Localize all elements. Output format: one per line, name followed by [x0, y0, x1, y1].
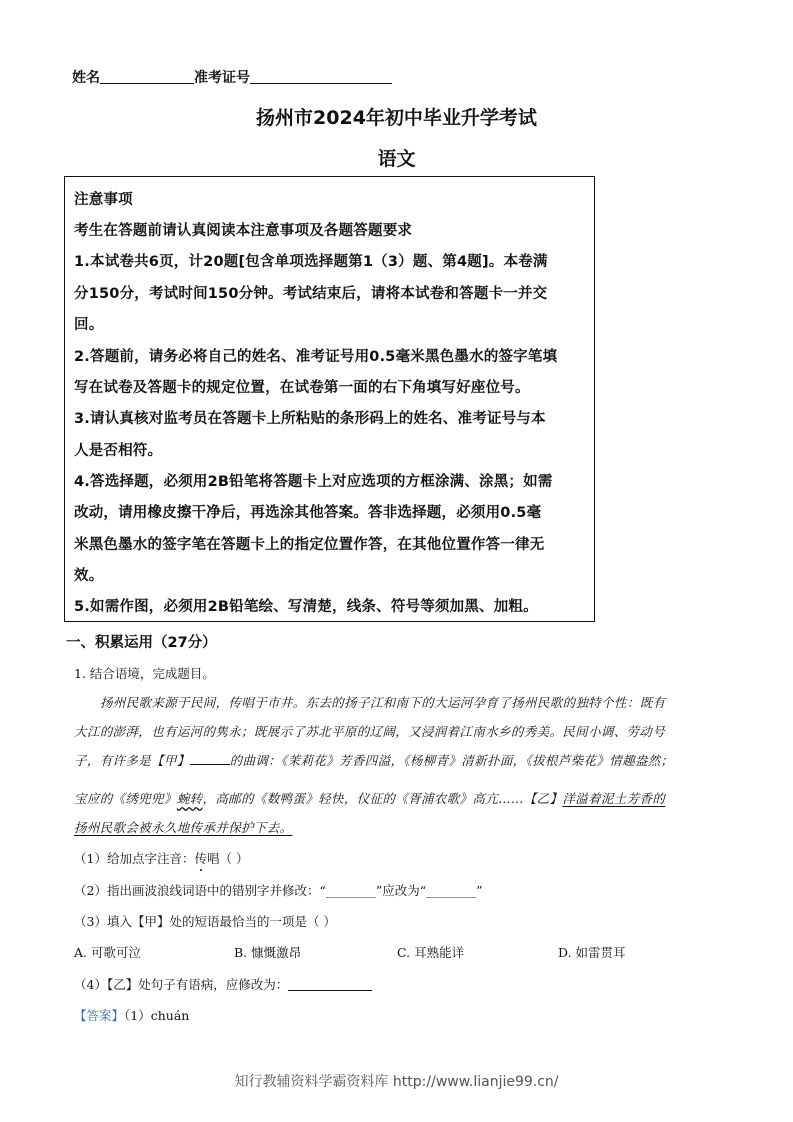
- notice-line: 改动，请用橡皮擦干净后，再选涂其他答案。答非选择题，必须用0.5毫: [74, 505, 542, 521]
- notice-line: 写在试卷及答题卡的规定位置，在试卷第一面的右下角填写好座位号。: [74, 380, 530, 396]
- exam-title: 扬州市2024年初中毕业升学考试: [256, 107, 537, 129]
- passage-text: 的曲调：《茉莉花》芳香四溢，《杨柳青》清新扑面，《拔根芦柴花》情趣盎然；: [229, 753, 674, 768]
- notice-line: 3.请认真核对监考员在答题卡上所粘贴的条形码上的姓名、准考证号与本: [74, 411, 546, 427]
- option-c: C. 耳熟能详: [397, 945, 465, 960]
- sub-question-4: [74, 975, 372, 993]
- question-stem: 1. 结合语境，完成题目。: [74, 666, 215, 681]
- wavy-underlined-word: 蜿转: [176, 791, 203, 806]
- notice-line: 分150分，考试时间150分钟。考试结束后，请将本试卷和答题卡一并交: [74, 286, 548, 302]
- subject-title: 语文: [377, 148, 416, 170]
- option-a: A. 可歌可泣: [74, 945, 141, 960]
- footer-watermark: 知行教辅资料学霸资料库 http://www.lianjie99.cn/: [234, 1074, 559, 1090]
- answer-label: 【答案】: [74, 1008, 125, 1023]
- sub-question-text: 唱（ ）: [206, 851, 249, 866]
- notice-line: 1.本试卷共6页，计20题[包含单项选择题第1（3）题、第4题]。本卷满: [74, 254, 548, 270]
- notice-line: 效。: [74, 568, 104, 584]
- answer-line: [74, 1006, 189, 1024]
- answer-blank: [288, 977, 372, 991]
- sub-question-text: （4）【乙】处句子有语病，应修改为：: [74, 977, 289, 992]
- blank-jia: [190, 764, 230, 765]
- passage-line: 扬州民歌来源于民间，传唱于市井。东去的扬子江和南下的大运河孕育了扬州民歌的独特个性：既有: [100, 695, 666, 710]
- sub-question-3: （3）填入【甲】处的短语最恰当的一项是（ ）: [74, 914, 336, 929]
- sub-question-2: （2）指出画波浪线词语中的错别字并修改：“________”应改为“________”: [74, 883, 483, 898]
- section-heading: 一、积累运用（27分）: [66, 635, 217, 651]
- notice-line: 4.答选择题，必须用2B铅笔将答题卡上对应选项的方框涂满、涂黑；如需: [74, 474, 553, 490]
- passage-line: [74, 818, 292, 836]
- sub-question-1: [74, 849, 248, 867]
- passage-text: ，高邮的《数鸭蛋》轻快，仪征的《胥浦农歌》高亢……【乙】: [202, 791, 563, 806]
- id-blank: [250, 69, 392, 84]
- passage-text: 宝应的《绣兜兜》: [74, 791, 177, 806]
- passage-line: [74, 751, 674, 769]
- option-d: D. 如雷贯耳: [558, 945, 626, 960]
- dotted-character: 传: [194, 851, 207, 866]
- option-b: B. 慷慨激昂: [234, 945, 302, 960]
- id-label: 准考证号: [194, 70, 250, 86]
- passage-line: 大江的澎湃，也有运河的隽永；既展示了苏北平原的辽阔，又浸润着江南水乡的秀美。民间小调、劳动号: [74, 724, 666, 739]
- notice-line: 5.如需作图，必须用2B铅笔绘、写清楚，线条、符号等须加黑、加粗。: [74, 599, 538, 615]
- name-label: 姓名: [72, 70, 100, 86]
- notice-line: 回。: [74, 317, 104, 333]
- underlined-sentence: 扬州民歌会被永久地传承并保护下去。: [74, 820, 293, 835]
- notice-title: 注意事项: [74, 192, 133, 208]
- notice-line: 人是否相符。: [74, 443, 163, 459]
- name-blank: [100, 69, 194, 84]
- passage-line: [74, 789, 665, 807]
- underlined-sentence: 洋溢着泥土芳香的: [562, 791, 666, 806]
- notice-line: 2.答题前，请务必将自己的姓名、准考证号用0.5毫米黑色墨水的签字笔填: [74, 349, 558, 365]
- passage-text: 子，有许多是【甲】: [74, 753, 190, 768]
- notice-line: 米黑色墨水的签字笔在答题卡上的指定位置作答，在其他位置作答一律无: [74, 537, 545, 553]
- notice-box: [64, 176, 595, 622]
- name-id-line: [72, 67, 392, 87]
- notice-intro: 考生在答题前请认真阅读本注意事项及各题答题要求: [74, 223, 413, 239]
- sub-question-text: （1）给加点字注音：: [74, 851, 195, 866]
- answer-text: （1）chuán: [124, 1008, 190, 1023]
